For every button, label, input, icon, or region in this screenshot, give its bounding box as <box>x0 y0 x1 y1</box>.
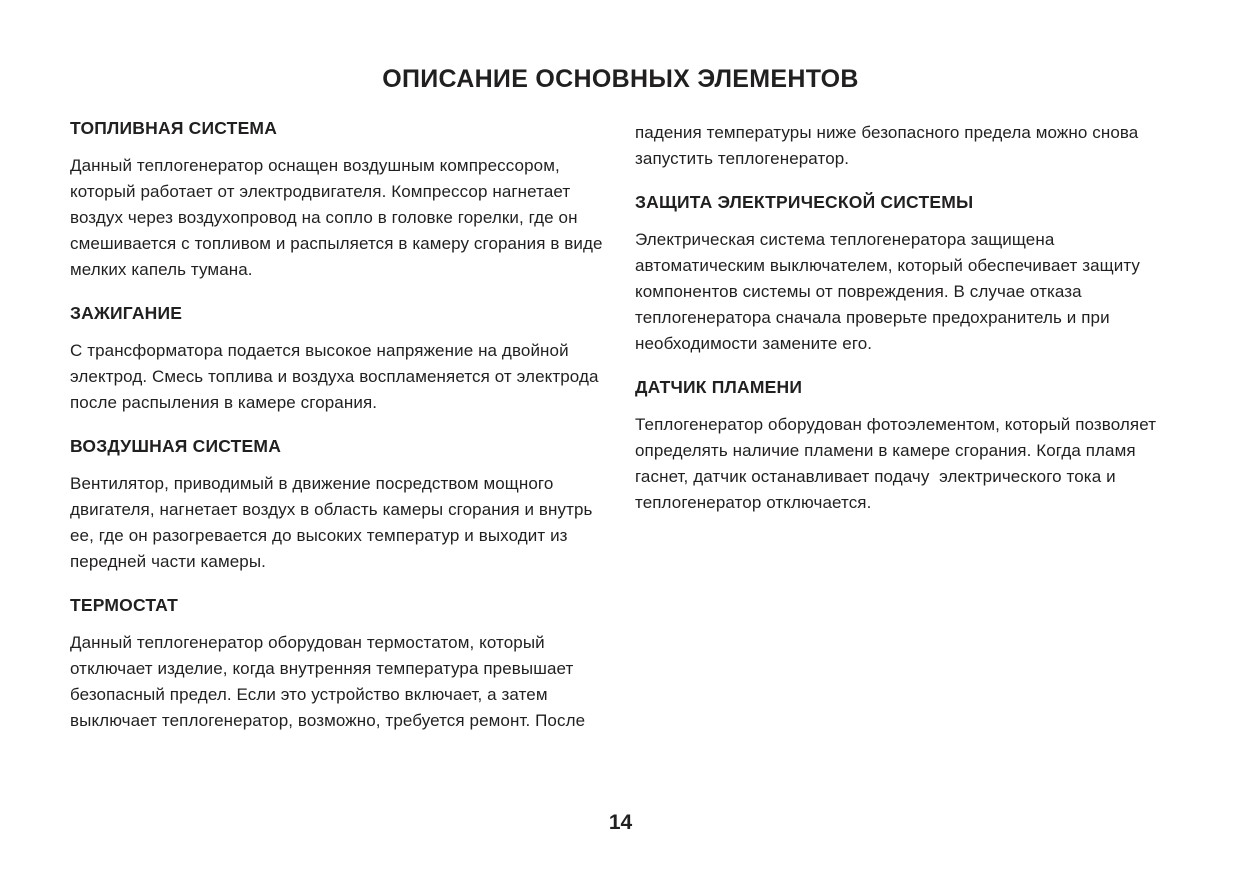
body-air-system: Вентилятор, приводимый в движение посредством мощного двигателя, нагнетает воздух в область камеры сгорания и внутрь ее, где он разогревается до высоких температур и выходит из передней части камеры. <box>70 474 598 571</box>
heading-thermostat: ТЕРМОСТАТ <box>70 595 179 615</box>
two-column-layout <box>0 95 1241 734</box>
section-flame-sensor <box>635 377 1175 516</box>
body-electrical-protection: Электрическая система теплогенератора защищена автоматическим выключателем, который обеспечивает защиту компонентов системы от повреждения. В случае отказа теплогенератора сначала проверьте предохранитель и при необходимости замените его. <box>635 230 1145 353</box>
page-number: 14 <box>608 811 633 834</box>
left-column <box>70 118 610 734</box>
heading-ignition: ЗАЖИГАНИЕ <box>70 303 183 323</box>
body-fuel-system: Данный теплогенератор оснащен воздушным компрессором, который работает от электродвигателя. Компрессор нагнетает воздух через воздухопровод на сопло в головке горелки, где он смешивается с топливом и распыляется в камеру сгорания в виде мелких капель тумана. <box>70 156 608 279</box>
section-air-system <box>70 436 610 575</box>
section-thermostat <box>70 595 610 734</box>
section-fuel-system <box>70 118 610 283</box>
body-ignition: С трансформатора подается высокое напряжение на двойной электрод. Смесь топлива и воздуха воспламеняется от электрода после распыления в камере сгорания. <box>70 341 604 412</box>
right-column <box>635 118 1175 734</box>
body-thermostat: Данный теплогенератор оборудован термостатом, который отключает изделие, когда внутренняя температура превышает безопасный предел. Если это устройство включает, а затем выключает теплогенератор, возможно, требуется ремонт. После <box>70 633 586 730</box>
section-thermostat-continued <box>635 120 1175 172</box>
page-title: ОПИСАНИЕ ОСНОВНЫХ ЭЛЕМЕНТОВ <box>382 65 859 93</box>
section-ignition <box>70 303 610 416</box>
heading-flame-sensor: ДАТЧИК ПЛАМЕНИ <box>635 377 803 397</box>
heading-electrical-protection: ЗАЩИТА ЭЛЕКТРИЧЕСКОЙ СИСТЕМЫ <box>635 192 974 212</box>
section-electrical-protection <box>635 192 1175 357</box>
body-flame-sensor: Теплогенератор оборудован фотоэлементом, который позволяет определять наличие пламени в камере сгорания. Когда пламя гаснет, датчик останавливает подачу электрического тока и теплогенератор отключается. <box>635 415 1161 512</box>
body-thermostat-continued: падения температуры ниже безопасного предела можно снова запустить теплогенератор. <box>635 123 1144 168</box>
heading-air-system: ВОЗДУШНАЯ СИСТЕМА <box>70 436 282 456</box>
heading-fuel-system: ТОПЛИВНАЯ СИСТЕМА <box>70 118 278 138</box>
